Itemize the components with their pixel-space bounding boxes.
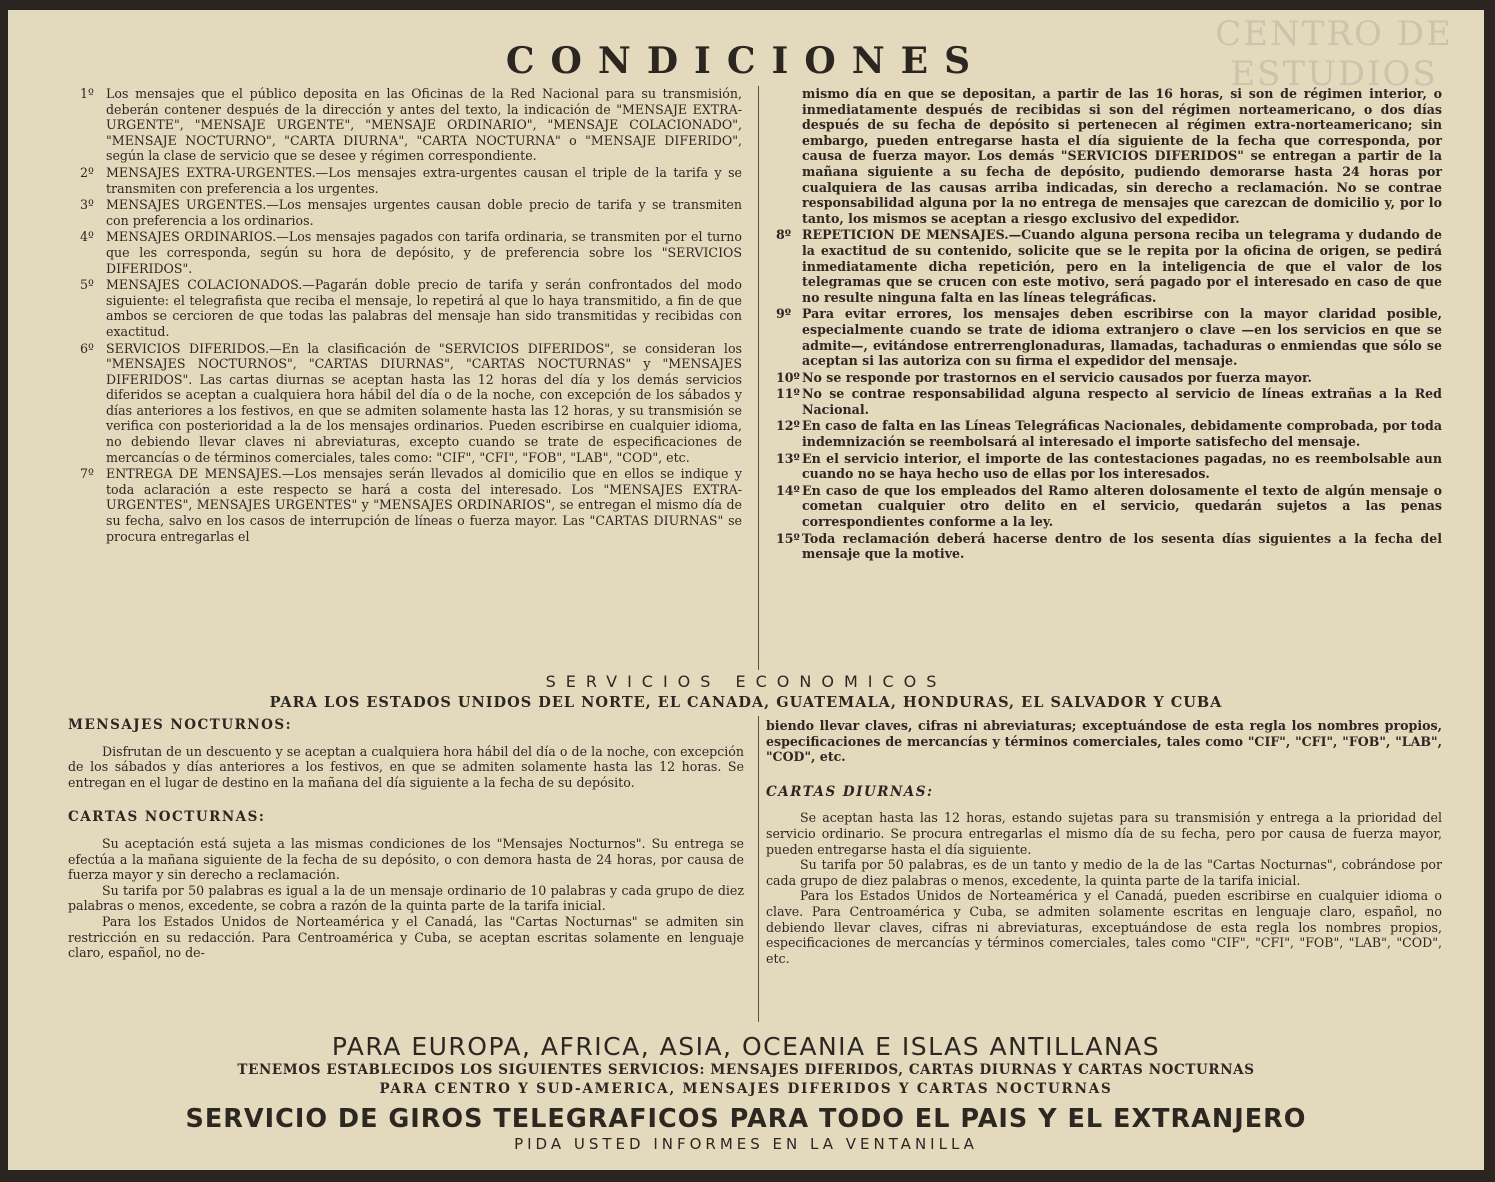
condition-item — [80, 165, 742, 196]
condition-item — [776, 227, 1442, 305]
condition-number: 6º — [80, 340, 94, 356]
condition-number: 8º — [776, 227, 792, 243]
column-divider — [758, 86, 759, 670]
condition-text: En el servicio interior, el importe de las contestaciones pagadas, no es reembolsable aun cuando no se haya hecho uso de ellas por los interesados. — [802, 450, 1442, 482]
condition-text: MENSAJES URGENTES.—Los mensajes urgentes causan doble precio de tarifa y se transmiten con preferencia a los ordinarios. — [106, 197, 742, 228]
condition-text: No se contrae responsabilidad alguna respecto al servicio de líneas extrañas a la Red Nacional. — [802, 386, 1442, 417]
condition-text: En caso de falta en las Líneas Telegráficas Nacionales, debidamente comprobada, por toda indemnización se reembolsará al interesado el importe satisfecho del mensaje. — [802, 418, 1442, 450]
condition-number: 5º — [80, 277, 94, 293]
services-title: SERVICIOS ECONOMICOS — [545, 672, 947, 691]
cartas-nocturnas-p1: Su aceptación está sujeta a las mismas condiciones de los "Mensajes Nocturnos". Su entrega se efectúa a la mañana siguiente de la fecha de su depósito, o con demora hasta de 24 horas, por causa de fuerza mayor y sin derecho a reclamación. — [68, 835, 744, 883]
condition-number: 13º — [776, 450, 800, 466]
condition-text: MENSAJES ORDINARIOS.—Los mensajes pagados con tarifa ordinaria, se transmiten por el turno que les corresponda, según su hora de depósito, y de preferencia sobre los "SERVICIOS DIFERIDOS". — [106, 229, 742, 276]
services-subtitle: PARA LOS ESTADOS UNIDOS DEL NORTE, EL CANADA, GUATEMALA, HONDURAS, EL SALVADOR Y CUBA — [269, 694, 1223, 711]
condition-item — [80, 229, 742, 276]
condition-item — [80, 86, 742, 164]
nocturnos-heading: MENSAJES NOCTURNOS: — [68, 717, 293, 733]
condition-item — [776, 418, 1442, 449]
archive-watermark: CENTRO DE ESTUDIOS — [1215, 14, 1453, 94]
condition-item — [776, 370, 1442, 386]
condition-text: SERVICIOS DIFERIDOS.—En la clasificación de "SERVICIOS DIFERIDOS", se consideran los "MENSAJES NOCTURNOS", "CARTAS DIURNAS", "CARTAS NOCTURNAS" y "MENSAJES DIFERIDOS". Las cartas diurnas se aceptan hasta las 12 horas del día y los demás servicios diferidos se aceptan a cualquiera hora hábil del día o de la noche, con excepción de los sábados y días anteriores a los festivos, en que se admiten solamente hasta las 12 horas, y su transmisión se verifica con posterioridad a la de los mensajes ordinarios. Pueden escribirse en cualquier idioma, no debiendo llevar claves ni abreviaturas, excepto cuando se trate de especificaciones de mercancías o de términos comerciales, tales como: "CIF", "CFI", "FOB", "LAB", "COD", etc. — [106, 340, 742, 465]
conditions-left-column — [80, 86, 742, 544]
footer-regions-heading: PARA EUROPA, AFRICA, ASIA, OCEANIA E ISLAS ANTILLANAS — [331, 1032, 1161, 1061]
page-title: CONDICIONES — [505, 40, 987, 82]
condition-item — [80, 341, 742, 466]
condition-item — [776, 386, 1442, 417]
cartas-nocturnas-heading: CARTAS NOCTURNAS: — [68, 809, 266, 826]
services-continuation: biendo llevar claves, cifras ni abreviaturas; exceptuándose de esta regla los nombres propios, especificaciones de mercancías y términos comerciales, tales como "CIF", "CFI", "FOB", "LAB", "COD", etc. — [766, 718, 1442, 765]
condition-number: 2º — [80, 164, 94, 180]
condition-number: 15º — [776, 530, 800, 546]
condition-item — [776, 451, 1442, 482]
cartas-diurnas-heading: CARTAS DIURNAS: — [766, 783, 934, 800]
condition-item — [80, 197, 742, 228]
services-left-column — [68, 718, 744, 961]
condition-text: Toda reclamación deberá hacerse dentro de los sesenta días siguientes a la fecha del mensaje que la motive. — [802, 530, 1442, 562]
condition-item — [776, 531, 1442, 562]
document-sheet — [8, 10, 1484, 1170]
condition-item — [776, 483, 1442, 530]
condition-text: REPETICION DE MENSAJES.—Cuando alguna persona reciba un telegrama y dudando de la exactitud de su contenido, solicite que se le repita por la oficina de origen, se pedirá inmediatamente dicha repetición, pero en la inteligencia de que el valor de los telegramas que se crucen con este motivo, será pagado por el interesado en caso de que no resulte ninguna falta en las líneas telegráficas. — [802, 227, 1442, 305]
footer-americas-line: PARA CENTRO Y SUD-AMERICA, MENSAJES DIFERIDOS Y CARTAS NOCTURNAS — [379, 1081, 1113, 1097]
condition-number: 12º — [776, 418, 800, 434]
condition-text: En caso de que los empleados del Ramo alteren dolosamente el texto de algún mensaje o cometan cualquier otro delito en el servicio, quedarán sujetos a las penas correspondientes conforme a la ley. — [802, 482, 1442, 530]
footer-ventanilla-line: PIDA USTED INFORMES EN LA VENTANILLA — [514, 1135, 978, 1153]
cartas-nocturnas-p3: Para los Estados Unidos de Norteamérica y el Canadá, las "Cartas Nocturnas" se admiten sin restricción en su redacción. Para Centroamérica y Cuba, se aceptan escritas solamente en lenguaje claro, español, no de- — [68, 913, 744, 961]
footer-services-line: TENEMOS ESTABLECIDOS LOS SIGUIENTES SERVICIOS: MENSAJES DIFERIDOS, CARTAS DIURNAS Y CARTAS NOCTURNAS — [237, 1062, 1255, 1078]
condition-number: 1º — [80, 86, 94, 101]
condition-number: 14º — [776, 482, 800, 498]
condition-text: No se responde por trastornos en el servicio causados por fuerza mayor. — [802, 369, 1312, 385]
condition-text: mismo día en que se depositan, a partir de las 16 horas, si son de régimen interior, o inmediatamente después de recibidas si son del régimen norteamericano, o dos días después de su fecha de depósito si pertenecen al régimen extra-norteamericano; sin embargo, pueden entregarse hasta el día siguiente de la fecha que corresponda, por causa de fuerza mayor. Los demás "SERVICIOS DIFERIDOS" se entregan a partir de la mañana siguiente a su fecha de depósito, pudiendo demorarse hasta 24 horas por cualquiera de las causas arriba indicadas, sin derecho a reclamación. No se contrae responsabilidad alguna por la no entrega de mensajes que carezcan de domicilio y, por lo tanto, los mismos se aceptan a riesgo exclusivo del expedidor. — [802, 86, 1442, 226]
condition-number: 4º — [80, 229, 94, 245]
condition-text: MENSAJES COLACIONADOS.—Pagarán doble precio de tarifa y serán confrontados del modo siguiente: el telegrafista que reciba el mensaje, lo repetirá al que lo haya transmitido, a fin de que ambos se cercioren de que todas las palabras del mensaje han sido transmitidas y recibidas con exactitud. — [106, 277, 742, 339]
condition-number: 10º — [776, 369, 800, 385]
nocturnos-text: Disfrutan de un descuento y se aceptan a cualquiera hora hábil del día o de la noche, con excepción de los sábados y días anteriores a los festivos, en que se admiten solamente hasta las 12 horas. Se entregan en el lugar de destino en la mañana del día siguiente a la fecha de su depósito. — [68, 743, 744, 790]
footer-giros-heading: SERVICIO DE GIROS TELEGRAFICOS PARA TODO EL PAIS Y EL EXTRANJERO — [185, 1104, 1307, 1134]
condition-text: Los mensajes que el público deposita en las Oficinas de la Red Nacional para su transmisión, deberán contener después de la dirección y antes del texto, la indicación de "MENSAJE EXTRA-URGENTE", "MENSAJE URGENTE", "MENSAJE ORDINARIO", "MENSAJE COLACIONADO", "MENSAJE NOCTURNO", "CARTA DIURNA", "CARTA NOCTURNA" o "MENSAJE DIFERIDO", según la clase de servicio que se desee y régimen correspondiente. — [106, 86, 742, 164]
condition-number: 3º — [80, 197, 94, 213]
services-right-column — [766, 718, 1442, 966]
condition-item — [80, 466, 742, 544]
condition-number: 7º — [80, 466, 94, 482]
cartas-diurnas-p2: Su tarifa por 50 palabras, es de un tanto y medio de la de las "Cartas Nocturnas", cobrándose por cada grupo de diez palabras o menos, excedente, la quinta parte de la tarifa inicial. — [766, 857, 1442, 888]
services-divider — [758, 716, 759, 1022]
cartas-diurnas-p3: Para los Estados Unidos de Norteamérica y el Canadá, pueden escribirse en cualquier idioma o clave. Para Centroamérica y Cuba, se admiten solamente escritas en lenguaje claro, español, no debiendo llevar claves, cifras ni abreviaturas, exceptuándose de esta regla los nombres propios, especificaciones de mercancías y términos comerciales, tales como "CIF", "CFI", "FOB", "LAB", "COD", etc. — [766, 888, 1442, 966]
cartas-diurnas-p1: Se aceptan hasta las 12 horas, estando sujetas para su transmisión y entrega a la prioridad del servicio ordinario. Se procura entregarlas el mismo día de su fecha, pero por causa de fuerza mayor, pueden entregarse hasta el día siguiente. — [766, 810, 1442, 857]
condition-item — [776, 306, 1442, 368]
condition-item — [80, 277, 742, 339]
condition-text: Para evitar errores, los mensajes deben escribirse con la mayor claridad posible, especialmente cuando se trate de idioma extranjero o clave —en los servicios en que se admite—, evitándose entrerrenglonaduras, llamadas, tachaduras o enmiendas que sólo se aceptan si las autoriza con su firma el expedidor del mensaje. — [802, 306, 1442, 369]
condition-number: 11º — [776, 386, 800, 402]
cartas-nocturnas-p2: Su tarifa por 50 palabras es igual a la de un mensaje ordinario de 10 palabras y cada grupo de diez palabras o menos, excedente, se cobra a razón de la quinta parte de la tarifa inicial. — [68, 882, 744, 914]
condition-item — [776, 86, 1442, 226]
condition-text: ENTREGA DE MENSAJES.—Los mensajes serán llevados al domicilio que en ellos se indique y toda aclaración a este respecto se hará a costa del interesado. Los "MENSAJES EXTRA-URGENTES", MENSAJES URGENTES" y "MENSAJES ORDINARIOS", se entregan el mismo día de su fecha, salvo en los casos de interrupción de líneas o fuerza mayor. Las "CARTAS DIURNAS" se procura entregarlas el — [106, 466, 742, 544]
condition-text: MENSAJES EXTRA-URGENTES.—Los mensajes extra-urgentes causan el triple de la tarifa y se transmiten con preferencia a los urgentes. — [106, 164, 742, 196]
conditions-right-column — [776, 86, 1442, 562]
condition-number: 9º — [776, 306, 792, 322]
